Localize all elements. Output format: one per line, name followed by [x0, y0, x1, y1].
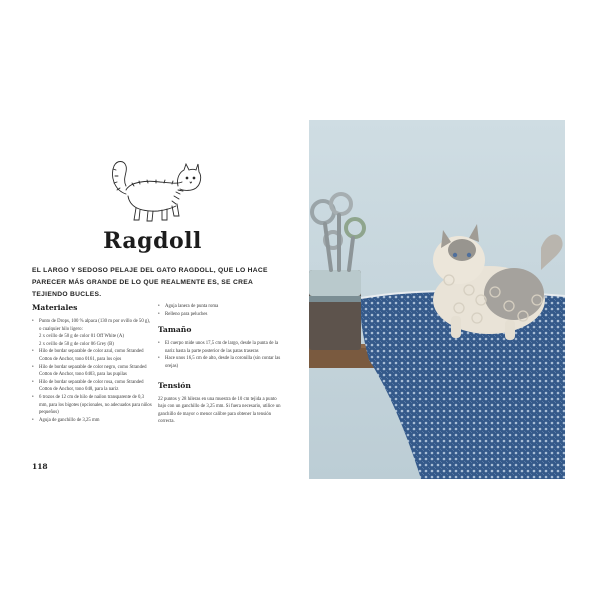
page-title: Ragdoll	[103, 228, 202, 254]
tension-heading: Tensión	[158, 380, 191, 390]
materials-list-continued	[158, 303, 283, 318]
list-item: • Hace unos 16,5 cm de alto, desde la coronilla (sin contar las orejas)	[158, 355, 283, 370]
list-item-text: Punto de Drops, 100 % alpaca (130 m por ovillo de 50 g), o cualquier hilo ligero:	[39, 319, 151, 332]
list-item: • Relleno para peluches	[158, 311, 283, 319]
page-number: 118	[32, 462, 48, 471]
size-list	[158, 340, 283, 370]
list-item: • Aguja lanera de punta roma	[158, 303, 283, 311]
list-item: • Hilo de bordar separable de color negro, como Stranded Cotton de Anchor, tono 0403, para las pupilas	[32, 364, 152, 379]
list-item	[32, 318, 152, 348]
materials-list	[32, 318, 152, 424]
list-item: • El cuerpo mide unos 17,5 cm de largo, desde la punta de la nariz hasta la parte posterior de las patas traseras	[158, 340, 283, 355]
tension-text: 22 puntos y 28 hileras en una muestra de 10 cm tejida a punto bajo con un ganchillo de 3,25 mm. Si fuera necesario, utilice un ganchillo de mayor o menor calibre para obtener la tensión correcta.	[158, 396, 281, 425]
materials-heading: Materiales	[32, 303, 78, 312]
cat-illustration-icon	[104, 156, 202, 224]
list-item: • Aguja de ganchillo de 3,25 mm	[32, 417, 152, 425]
size-heading: Tamaño	[158, 325, 192, 335]
photo-scene	[309, 120, 565, 479]
crocheted-cat-photo	[309, 120, 565, 479]
size-tension-column	[158, 303, 283, 426]
list-item: • 6 trozos de 12 cm de hilo de nailon transparente de 0,3 mm, para los bigotes (opcionales, no adecuados para niños pequeños)	[32, 394, 152, 417]
intro-text: EL LARGO Y SEDOSO PELAJE DEL GATO RAGDOLL, QUE LO HACE PARECER MÁS GRANDE DE LO QUE REALMENTE ES, SE CREA TEJIENDO BUCLES.	[32, 267, 268, 298]
list-item: • Hilo de bordar separable de color rosa, como Stranded Cotton de Anchor, tono 048, para la nariz	[32, 379, 152, 394]
materials-column	[32, 303, 152, 424]
list-item: • Hilo de bordar separable de color azul, como Stranded Cotton de Anchor, tono 0161, para los ojos	[32, 348, 152, 363]
list-item-sub: 2 x ovillo de 50 g de color 01 Off White (A)	[39, 334, 124, 340]
list-item-sub: 2 x ovillo de 50 g de color 06 Grey (B)	[39, 341, 114, 347]
